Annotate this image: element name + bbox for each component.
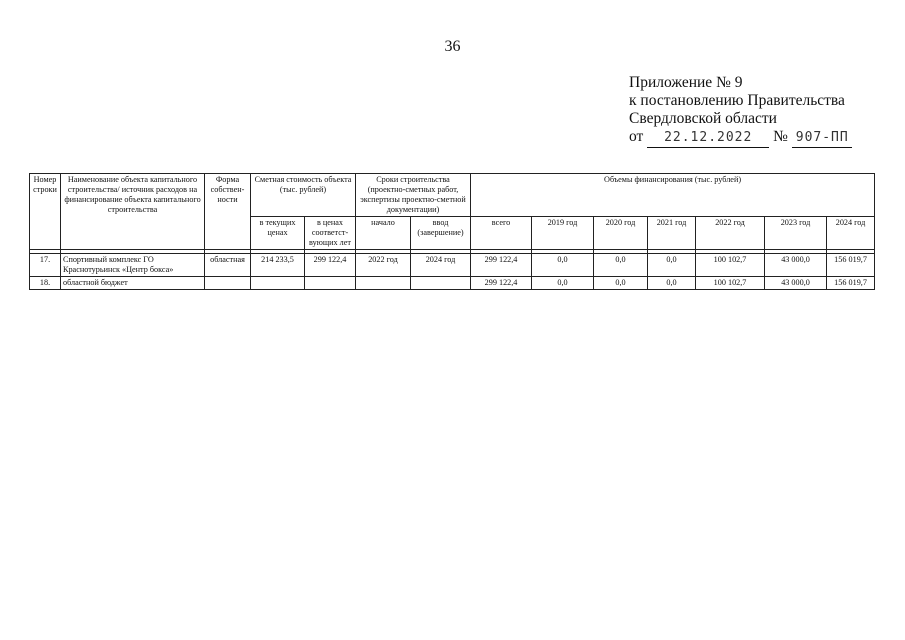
header-terms-group: Сроки строительства (проектно-сметных работ, экспертизы проектно-сметной документации) bbox=[356, 174, 471, 217]
header-cost-current: в текущих ценах bbox=[251, 217, 305, 250]
table-row bbox=[30, 277, 875, 290]
cell-ownership bbox=[205, 277, 251, 290]
cell-2022: 100 102,7 bbox=[696, 254, 765, 277]
cell-2019: 0,0 bbox=[532, 254, 594, 277]
cell-name: областной бюджет bbox=[61, 277, 205, 290]
header-2021: 2021 год bbox=[648, 217, 696, 250]
cell-2021: 0,0 bbox=[648, 254, 696, 277]
header-2020: 2020 год bbox=[594, 217, 648, 250]
cell-cost-current bbox=[251, 277, 305, 290]
cell-end bbox=[411, 277, 471, 290]
cell-cost-adjusted: 299 122,4 bbox=[305, 254, 356, 277]
cell-2023: 43 000,0 bbox=[765, 277, 827, 290]
cell-2021: 0,0 bbox=[648, 277, 696, 290]
header-total: всего bbox=[471, 217, 532, 250]
appendix-date-number-line bbox=[629, 128, 852, 148]
cell-start bbox=[356, 277, 411, 290]
decree-number: 907-ПП bbox=[792, 129, 852, 148]
header-cost-adjusted: в ценах соответст-вующих лет bbox=[305, 217, 356, 250]
header-cost-group: Сметная стоимость объекта (тыс. рублей) bbox=[251, 174, 356, 217]
header-terms-start: начало bbox=[356, 217, 411, 250]
number-prefix: № bbox=[773, 128, 788, 145]
cell-total: 299 122,4 bbox=[471, 254, 532, 277]
table-row bbox=[30, 254, 875, 277]
appendix-decree-line: к постановлению Правительства bbox=[629, 92, 845, 109]
cell-ownership: областная bbox=[205, 254, 251, 277]
header-funding-group: Объемы финансирования (тыс. рублей) bbox=[471, 174, 875, 217]
header-row-no: Номер строки bbox=[30, 174, 61, 250]
cell-2024: 156 019,7 bbox=[827, 254, 875, 277]
header-2019: 2019 год bbox=[532, 217, 594, 250]
cell-cost-current: 214 233,5 bbox=[251, 254, 305, 277]
cell-row-no: 17. bbox=[30, 254, 61, 277]
appendix-block bbox=[629, 74, 852, 148]
cell-name: Спортивный комплекс ГО Краснотурьинск «Центр бокса» bbox=[61, 254, 205, 277]
header-terms-end: ввод (завершение) bbox=[411, 217, 471, 250]
cell-2020: 0,0 bbox=[594, 254, 648, 277]
header-2023: 2023 год bbox=[765, 217, 827, 250]
cell-2024: 156 019,7 bbox=[827, 277, 875, 290]
page-number: 36 bbox=[444, 38, 461, 55]
cell-end: 2024 год bbox=[411, 254, 471, 277]
cell-start: 2022 год bbox=[356, 254, 411, 277]
cell-2023: 43 000,0 bbox=[765, 254, 827, 277]
appendix-title: Приложение № 9 bbox=[629, 74, 743, 91]
cell-cost-adjusted bbox=[305, 277, 356, 290]
cell-row-no: 18. bbox=[30, 277, 61, 290]
cell-2020: 0,0 bbox=[594, 277, 648, 290]
cell-2022: 100 102,7 bbox=[696, 277, 765, 290]
appendix-region-line: Свердловской области bbox=[629, 110, 777, 127]
financing-table bbox=[29, 173, 875, 290]
cell-2019: 0,0 bbox=[532, 277, 594, 290]
header-ownership: Форма собствен-ности bbox=[205, 174, 251, 250]
cell-total: 299 122,4 bbox=[471, 277, 532, 290]
header-2024: 2024 год bbox=[827, 217, 875, 250]
header-row-1 bbox=[30, 174, 875, 217]
date-prefix: от bbox=[629, 128, 644, 145]
header-name: Наименование объекта капитального строительства/ источник расходов на финансирование объекта капитального строительства bbox=[61, 174, 205, 250]
header-2022: 2022 год bbox=[696, 217, 765, 250]
decree-date: 22.12.2022 bbox=[647, 129, 769, 148]
